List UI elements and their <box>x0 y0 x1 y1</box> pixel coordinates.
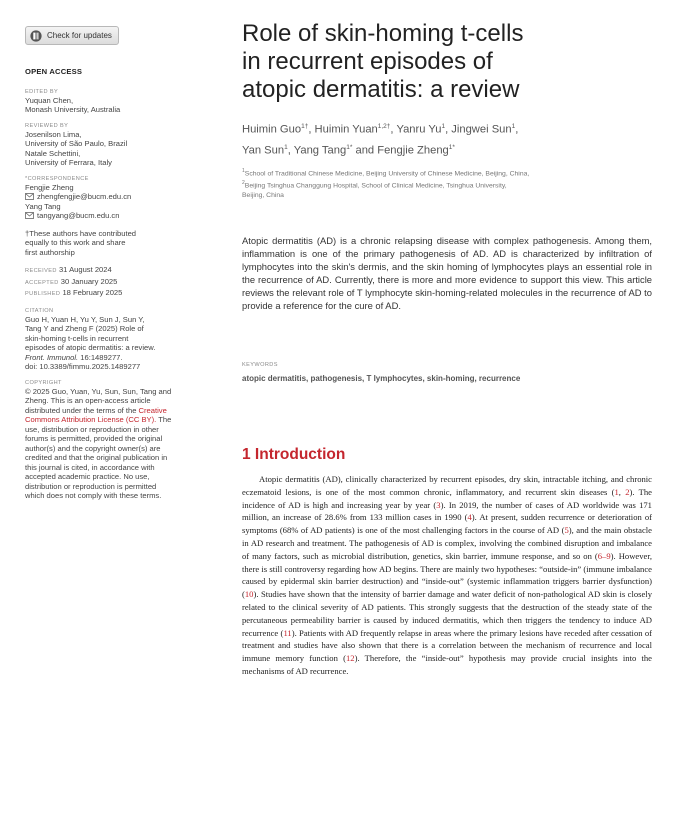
copyright-line: Zheng. This is an open-access article <box>25 396 151 405</box>
copyright-line <box>25 406 205 416</box>
title-line: in recurrent episodes of <box>242 48 493 75</box>
reviewed-by-label: REVIEWED BY <box>25 122 69 129</box>
introduction-paragraph <box>242 473 652 678</box>
reviewer-affiliation: University of Ferrara, Italy <box>25 158 112 167</box>
article-info-sidebar <box>25 26 205 501</box>
email-link[interactable]: zhengfengjie@bucm.edu.cn <box>37 192 132 201</box>
edited-by-label: EDITED BY <box>25 88 59 95</box>
reviewer-name: Natale Schettini, <box>25 148 81 158</box>
citation-volume: 16:1489277. <box>78 352 123 362</box>
citation-doi[interactable]: doi: 10.3389/fimmu.2025.1489277 <box>25 362 141 371</box>
reference-link[interactable]: 1 <box>614 486 619 497</box>
author-separator: , <box>287 144 294 157</box>
copyright-line: credited and that the original publication in <box>25 453 168 462</box>
corresponding-author-name: Yang Tang <box>25 201 61 211</box>
author-name[interactable]: Yang Tang <box>293 144 347 157</box>
section-heading: 1 Introduction <box>242 446 346 464</box>
citation-journal: Front. Immunol. <box>25 352 79 362</box>
reviewer-affiliation: University of São Paulo, Brazil <box>25 139 128 148</box>
accepted-date: 30 January 2025 <box>60 276 118 286</box>
author-superscript: 1 <box>441 123 446 130</box>
citation-label: CITATION <box>25 307 54 314</box>
copyright-line: distribution or reproduction is permitted <box>25 481 157 491</box>
copyright-text: distributed under the terms of the <box>25 405 139 415</box>
reference-link[interactable]: 5 <box>564 525 569 536</box>
reviewer-name: Josenilson Lima, <box>25 129 82 139</box>
license-link[interactable]: Commons Attribution License (CC BY). <box>25 415 157 424</box>
body-text: , <box>618 486 626 497</box>
copyright-text: The <box>156 415 172 424</box>
copyright-line: forums is permitted, provided the original <box>25 434 163 443</box>
author-name[interactable]: Jingwei Sun <box>451 123 512 136</box>
affiliations <box>242 167 652 200</box>
reference-link[interactable]: 10 <box>244 589 254 600</box>
body-text: ). The incidence of AD is high and increasing year by year ( <box>242 486 652 510</box>
author-name[interactable]: Huimin Guo <box>242 123 302 136</box>
received-date: 31 August 2024 <box>58 265 112 274</box>
body-text: ). At present, sudden recurrence or deterioration of symptoms (68% of AD patients) is one of the most challenging factors in the course of AD ( <box>242 512 652 536</box>
open-access-label: OPEN ACCESS <box>25 67 83 76</box>
author-separator: , <box>390 123 397 136</box>
title-line: Role of skin-homing t-cells <box>242 20 524 47</box>
body-text: ). Patients with AD frequently relapse in areas where the primary lesions have receded after cessation of treatment and studies have also shown that there is a correlation between the mechanism of recurrence and local immune memory function ( <box>242 627 653 664</box>
author-name[interactable]: Huimin Yuan <box>314 123 378 136</box>
received-label: RECEIVED <box>25 268 57 274</box>
note-line: †These authors have contributed <box>25 228 137 238</box>
body-text: Atopic dermatitis (AD), clinically characterized by recurrent episodes, dry skin, intractable itching, and chronic eczematoid lesions, is one of the most common chronic, inflammatory, and recurrent skin diseases ( <box>242 474 652 497</box>
author-list <box>242 118 652 159</box>
envelope-icon <box>25 193 34 200</box>
affiliation-text: Beijing Tsinghua Changgung Hospital, School of Clinical Medicine, Tsinghua University, <box>244 182 507 190</box>
citation-line: Tang Y and Zheng F (2025) Role of <box>25 324 144 333</box>
abstract: Atopic dermatitis (AD) is a chronic relapsing disease with complex pathogenesis. Among them, inflammation is one of the primary pathogenesis of AD. AD is characterized by infiltration of lymphocytes into the skin's dermis, and the skin homing of lymphocytes plays an essential role in the recurrence of AD. Currently, there is more and more evidence to support this view. This article reviews the relevant role of T lymphocyte skin-homing-related molecules in the recurrence of AD to provide a reference for the cure of AD. <box>242 234 652 311</box>
author-superscript: 1† <box>301 123 309 130</box>
copyright-line <box>25 415 205 425</box>
keywords-label: KEYWORDS <box>242 362 278 369</box>
editor-affiliation: Monash University, Australia <box>25 105 121 114</box>
body-text: ). Studies have shown that the intensity of barrier damage and water deficit of non-pathological AD skin is closely related to the clinical severity of AD patients. This strongly suggests that the destruction of the steady state of the percutaneous permeability barrier is caused by induced dermatitis, which then triggers the tendency to induce AD recurrence ( <box>242 589 652 638</box>
equal-contribution-note <box>25 229 205 258</box>
article-main <box>242 20 652 678</box>
corresponding-author-name: Fengjie Zheng <box>25 182 74 192</box>
body-text: ). In 2019, the number of cases of AD worldwide was 171 million, an increase of 28.6% from 133 million cases in 1990 ( <box>242 499 652 523</box>
reference-link[interactable]: 4 <box>467 512 472 523</box>
author-separator: , <box>308 123 315 136</box>
citation-line: skin-homing t-cells in recurrent <box>25 333 129 343</box>
reference-link[interactable]: 3 <box>436 499 441 510</box>
author-name[interactable]: Yan Sun <box>242 144 285 157</box>
check-for-updates-label: Check for updates <box>47 30 112 40</box>
copyright-line: this journal is cited, in accordance with <box>25 462 155 472</box>
body-text: ). Therefore, the “inside-out” hypothesis may provide crucial insights into the mechanisms of AD recurrence. <box>242 653 653 677</box>
affiliation-text: School of Traditional Chinese Medicine, Beijing University of Chinese Medicine, Beijing, China, <box>244 170 530 178</box>
citation-line: episodes of atopic dermatitis: a review. <box>25 343 156 352</box>
affiliation-line: $^2$Beijing Tsinghua Changgung Hospital, School of Clinical Medicine, Tsinghua University, <box>242 180 507 190</box>
correspondence-label: *CORRESPONDENCE <box>25 175 89 182</box>
title-line: atopic dermatitis: a review <box>242 76 520 103</box>
copyright-label: COPYRIGHT <box>25 379 62 386</box>
note-line: equally to this work and share <box>25 238 126 247</box>
copyright-line: accepted academic practice. No use, <box>25 472 150 481</box>
body-text: ). However, there is still controversy regarding how AD begins. There are mainly two hypotheses: “outside-in” (immune imbalance caused by epidermal skin barrier destruction) and “inside-out” (systemic inflammation triggers barrier dysfunction) ( <box>242 550 652 600</box>
envelope-icon <box>25 212 34 219</box>
reference-link[interactable]: 6–9 <box>597 550 611 561</box>
license-link[interactable]: Creative <box>138 405 167 415</box>
email-link[interactable]: tangyang@bucm.edu.cn <box>37 211 120 220</box>
published-label: PUBLISHED <box>25 291 61 297</box>
editor-name: Yuquan Chen, <box>25 95 74 105</box>
reference-link[interactable]: 12 <box>345 653 355 664</box>
copyright-line: use, distribution or reproduction in other <box>25 424 159 434</box>
author-name[interactable]: Fengjie Zheng <box>377 144 449 157</box>
keywords: atopic dermatitis, pathogenesis, T lymphocytes, skin-homing, recurrence <box>242 374 521 384</box>
citation-line: Guo H, Yuan H, Yu Y, Sun J, Sun Y, <box>25 314 145 324</box>
copyright-line: author(s) and the copyright owner(s) are <box>25 443 161 453</box>
author-separator: , <box>515 123 519 136</box>
citation-journal-line <box>25 353 205 363</box>
body-text: ), and the main obstacle in AD research and treatment. The pathogenesis of AD is complex, involving the combined disruption and imbalance of many factors, such as microbial distribution, genetics, skin barrier, immune response, and so on ( <box>242 525 652 561</box>
affiliation-line: Beijing, China <box>242 192 284 199</box>
author-separator: and <box>352 144 378 157</box>
article-title <box>242 20 642 104</box>
note-line: first authorship <box>25 247 75 257</box>
author-superscript: 1 <box>511 123 516 130</box>
email-row <box>25 192 205 202</box>
author-superscript: 1,2† <box>377 123 391 130</box>
crossmark-icon <box>30 30 42 42</box>
author-superscript: 1 <box>284 143 288 151</box>
accepted-label: ACCEPTED <box>25 279 59 286</box>
copyright-line: which does not comply with these terms. <box>25 491 162 500</box>
reference-link[interactable]: 11 <box>283 627 292 638</box>
dates-block <box>25 265 205 300</box>
copyright-line: © 2025 Guo, Yuan, Yu, Sun, Sun, Tang and <box>25 386 172 396</box>
reference-link[interactable]: 2 <box>625 486 630 497</box>
email-row <box>25 211 205 221</box>
published-date: 18 February 2025 <box>62 288 123 297</box>
affiliation-line: $^1$School of Traditional Chinese Medicine, Beijing University of Chinese Medicine, Beijing, China, <box>242 168 530 178</box>
author-separator: , <box>445 123 452 136</box>
author-name[interactable]: Yanru Yu <box>396 123 442 136</box>
author-superscript: 1* <box>346 143 353 151</box>
author-superscript: 1* <box>448 143 455 151</box>
check-for-updates-button[interactable] <box>25 26 119 45</box>
